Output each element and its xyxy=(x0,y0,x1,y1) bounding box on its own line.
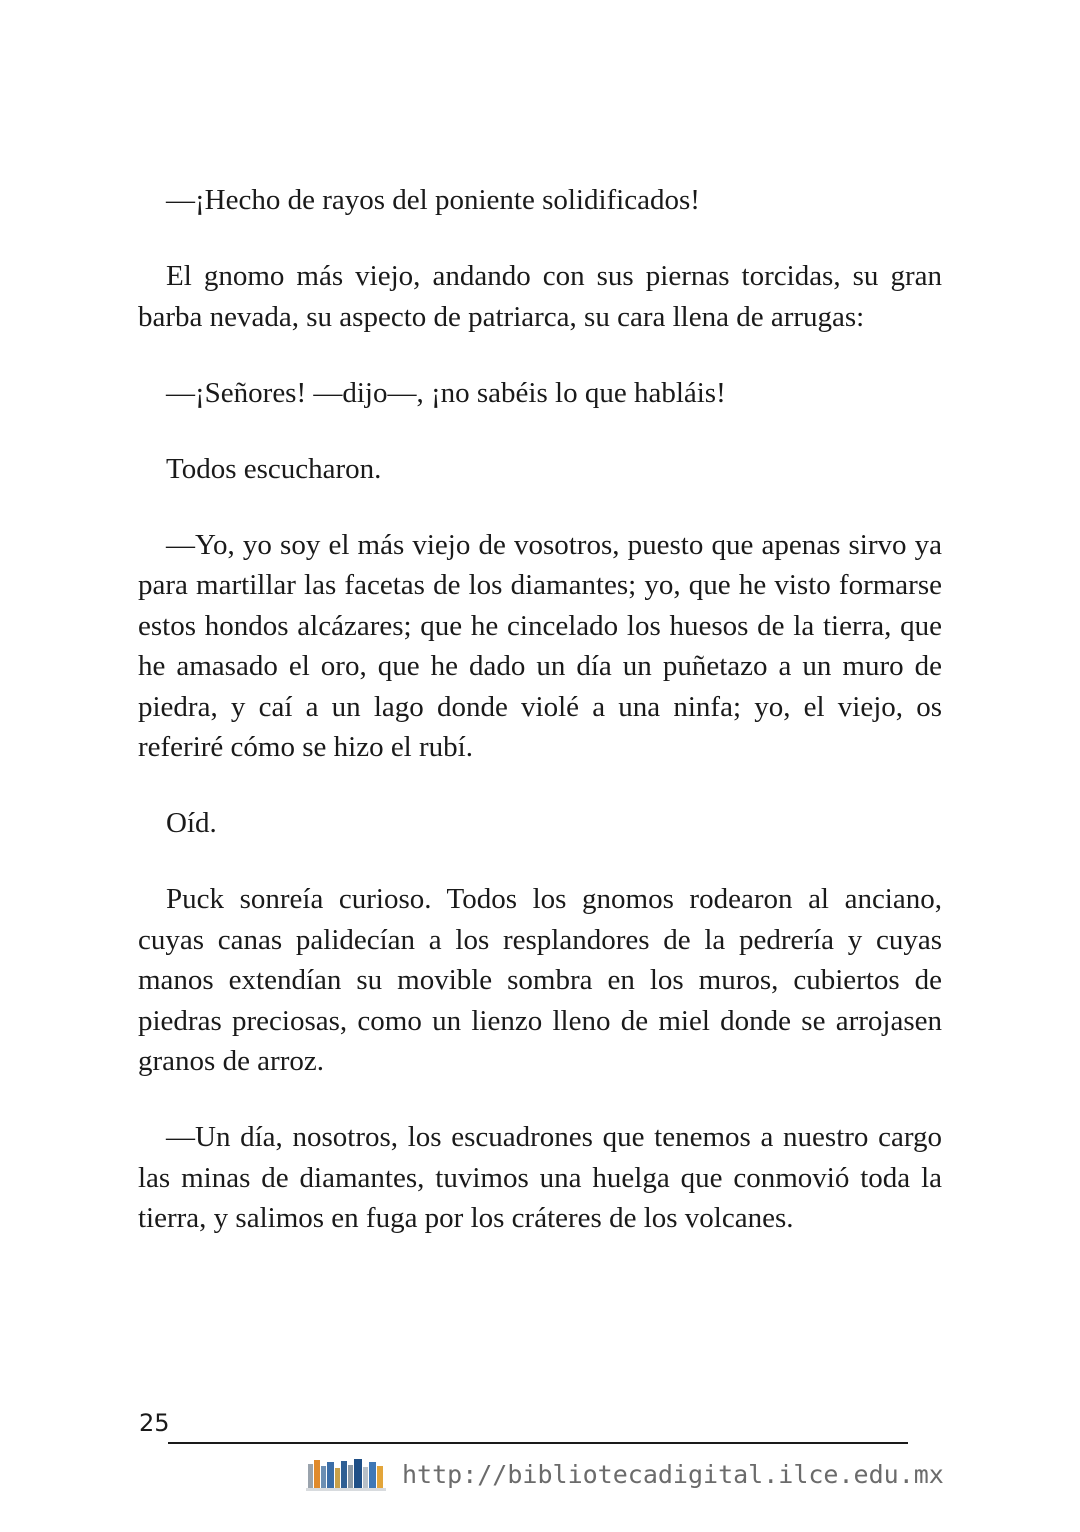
paragraph-6: Oíd. xyxy=(166,807,217,839)
paragraph-8: —Un día, nosotros, los escuadrones que tenemos a nuestro cargo las minas de diamantes, tuvimos una huelga que conmovió toda la tierra, y salimos en fuga por los cráteres de los volcanes. xyxy=(138,1121,942,1234)
footer-divider xyxy=(168,1442,908,1444)
paragraph-7: Puck sonreía curioso. Todos los gnomos rodearon al anciano, cuyas canas palidecían a los resplandores de la pedrería y cuyas manos extendían su movible sombra en los muros, cubiertos de piedras preciosas, como un lienzo lleno de miel donde se arrojasen granos de arroz. xyxy=(138,883,942,1077)
paragraph-2: El gnomo más viejo, andando con sus piernas torcidas, su gran barba nevada, su aspecto de patriarca, su cara llena de arrugas: xyxy=(138,260,942,333)
books-logo-icon xyxy=(306,1456,392,1492)
body-text xyxy=(138,180,942,1274)
paragraph-1: —¡Hecho de rayos del poniente solidificados! xyxy=(166,184,700,216)
page-number: 25 xyxy=(139,1409,170,1437)
paragraph-5: —Yo, yo soy el más viejo de vosotros, puesto que apenas sirvo ya para martillar las facetas de los diamantes; yo, que he visto formarse estos hondos alcázares; que he cincelado los huesos de la tierra, que he amasado el oro, que he dado un día un puñetazo a un muro de piedra, y caí a un lago donde violé a una ninfa; yo, el viejo, os referiré cómo se hizo el rubí. xyxy=(138,528,942,763)
paragraph-4: Todos escucharon. xyxy=(166,452,382,485)
footer-url-link[interactable]: http://bibliotecadigital.ilce.edu.mx xyxy=(402,1460,944,1489)
paragraph-3: —¡Señores! —dijo—, ¡no sabéis lo que habláis! xyxy=(166,376,726,409)
